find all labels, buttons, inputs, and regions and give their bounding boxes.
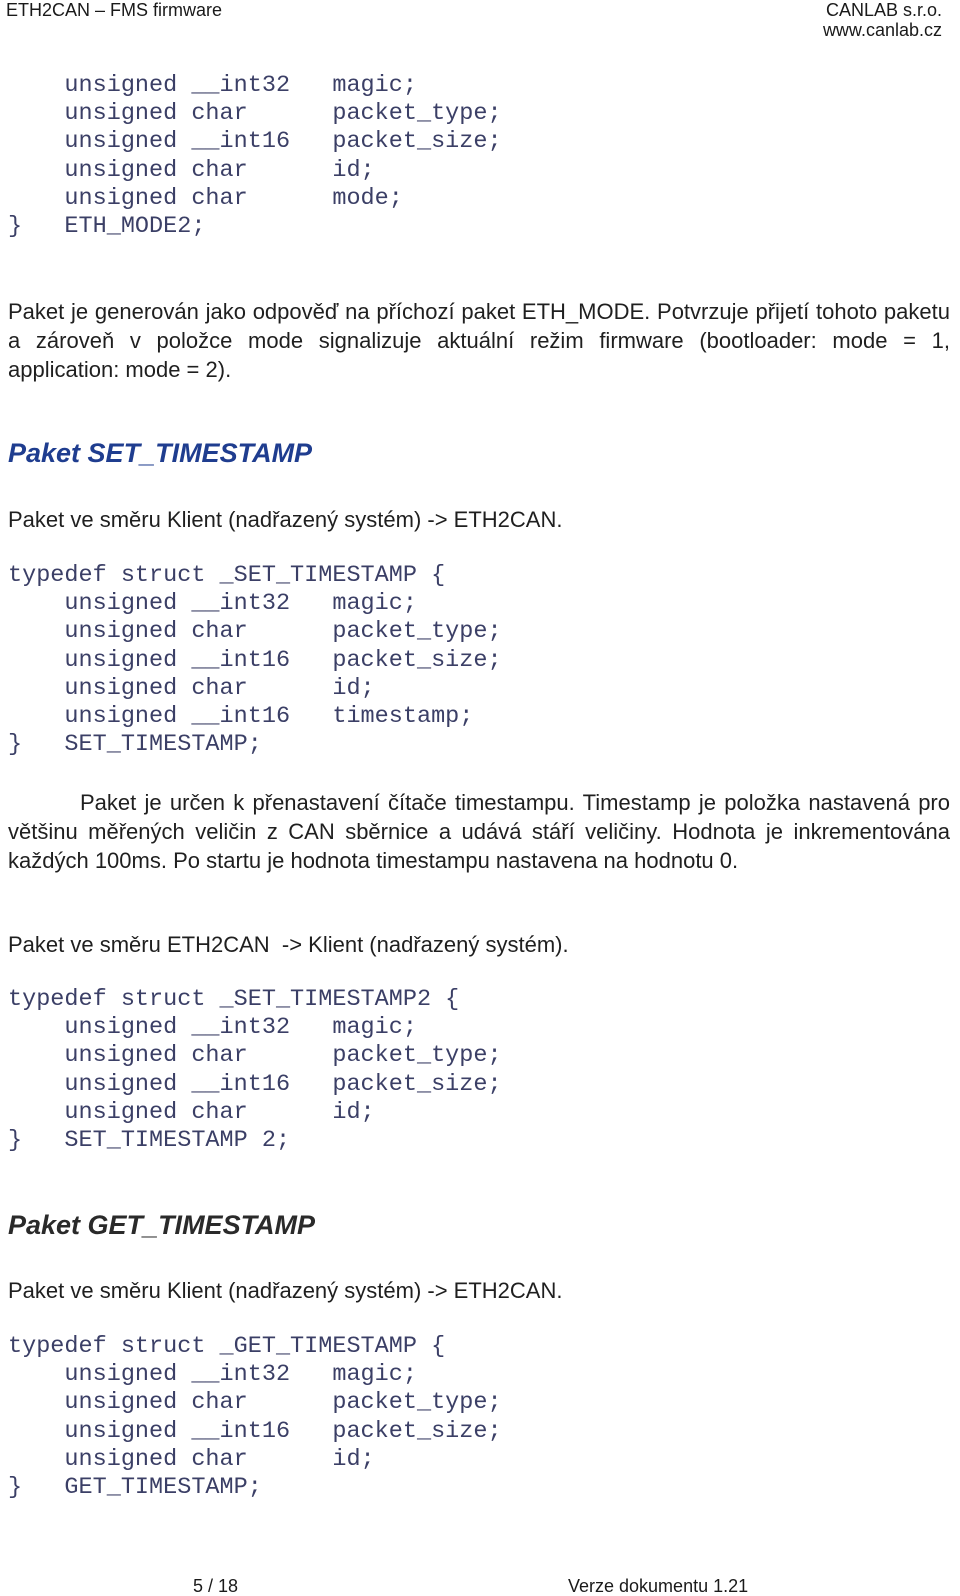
section-heading-get-timestamp: Paket GET_TIMESTAMP xyxy=(8,1210,316,1240)
code-block-set-timestamp: typedef struct _SET_TIMESTAMP { unsigned __int32 magic; unsigned char packet_type; unsigned __int16 packet_size; unsigned char id; unsigned __int16 timestamp; } SET_TIMESTAMP; xyxy=(8,562,502,759)
code-block-get-timestamp: typedef struct _GET_TIMESTAMP { unsigned __int32 magic; unsigned char packet_type; unsigned __int16 packet_size; unsigned char id; } GET_TIMESTAMP; xyxy=(8,1333,502,1502)
header-title: ETH2CAN – FMS firmware xyxy=(6,0,223,20)
code-block-eth-mode2: unsigned __int32 magic; unsigned char packet_type; unsigned __int16 packet_size; unsigned char id; unsigned char mode; } ETH_MODE2; xyxy=(8,72,502,241)
paragraph-set-timestamp2-direction: Paket ve směru ETH2CAN -> Klient (nadřazený systém). xyxy=(8,932,569,957)
document-version: Verze dokumentu 1.21 xyxy=(568,1576,749,1596)
code-block-set-timestamp2: typedef struct _SET_TIMESTAMP2 { unsigned __int32 magic; unsigned char packet_type; unsigned __int16 packet_size; unsigned char id; } SET_TIMESTAMP 2; xyxy=(8,986,502,1155)
section-heading-set-timestamp: Paket SET_TIMESTAMP xyxy=(8,438,313,468)
paragraph-eth-mode2-description: Paket je generován jako odpověď na příchozí paket ETH_MODE. Potvrzuje přijetí tohoto paketu a zároveň v položce mode signalizuje aktuální režim firmware (bootloader: mode = 1, application: mode = 2). xyxy=(8,299,950,382)
paragraph-set-timestamp-description: Paket je určen k přenastavení čítače timestampu. Timestamp je položka nastavená pro většinu měřených veličin z CAN sběrnice a udává stáří veličiny. Hodnota je inkrementována každých 100ms. Po startu je hodnota timestampu nastavena na hodnotu 0. xyxy=(8,790,950,873)
paragraph-set-timestamp-direction: Paket ve směru Klient (nadřazený systém) -> ETH2CAN. xyxy=(8,507,563,532)
paragraph-get-timestamp-direction: Paket ve směru Klient (nadřazený systém) -> ETH2CAN. xyxy=(8,1278,563,1303)
header-company: CANLAB s.r.o. xyxy=(825,0,942,20)
header-website: www.canlab.cz xyxy=(822,20,942,40)
page-number: 5 / 18 xyxy=(193,1576,239,1596)
